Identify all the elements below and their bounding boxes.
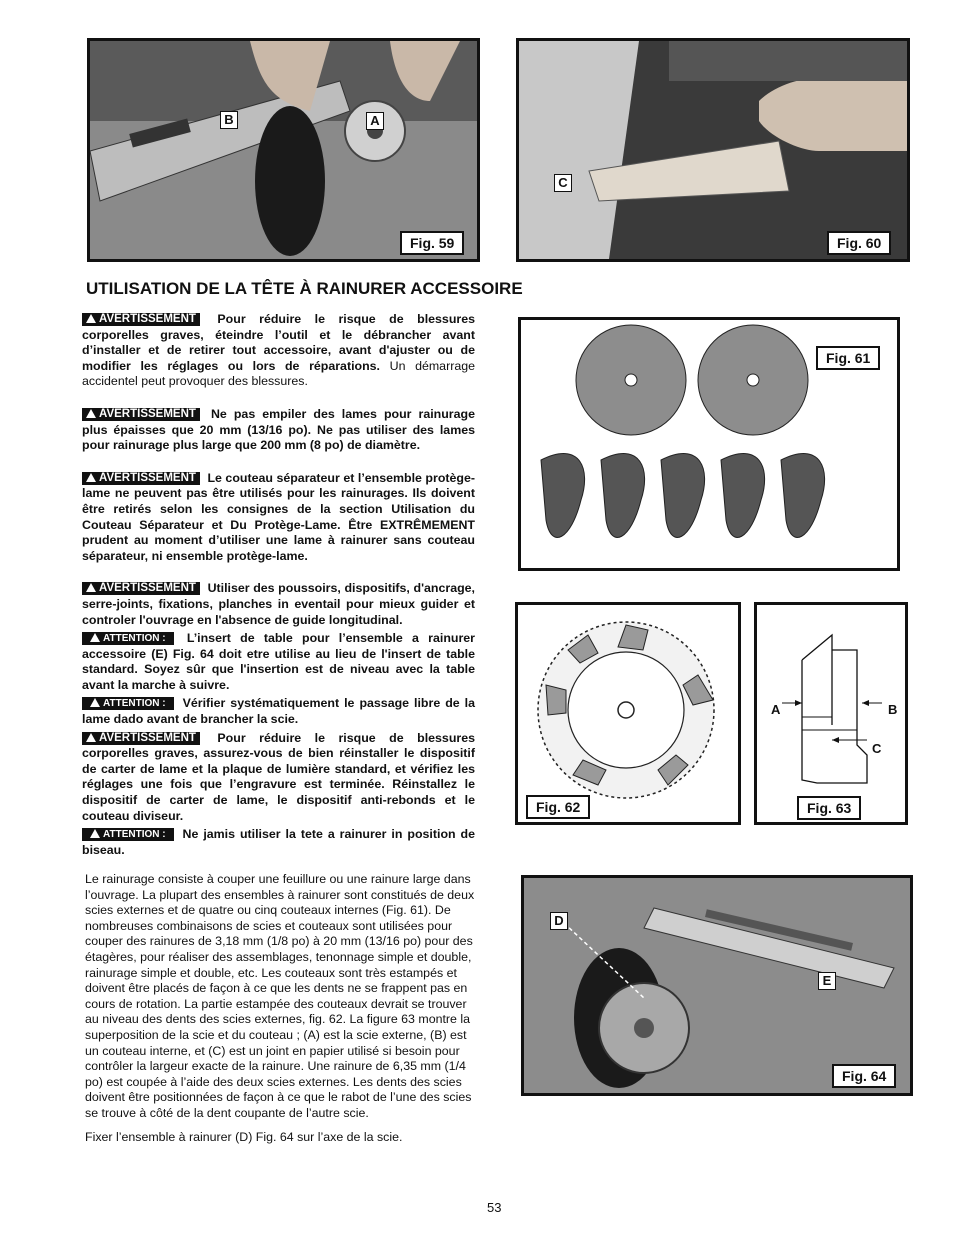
warning-badge: AVERTISSEMENT	[82, 732, 200, 745]
fig63-letter-c: C	[872, 741, 882, 756]
fig62-illustration	[518, 605, 738, 822]
warning-badge: AVERTISSEMENT	[82, 408, 200, 421]
fig64-label: Fig. 64	[832, 1064, 896, 1088]
fig59-illustration	[90, 41, 477, 259]
warning-badge: AVERTISSEMENT	[82, 313, 200, 326]
fig59-letter-a: A	[366, 112, 384, 130]
fig60-label: Fig. 60	[827, 231, 891, 255]
warning-5: AVERTISSEMENT Pour réduire le risque de blessures corporelles graves, assurez-vous de bien réinstaller le dispositif de carter de lame et la plaque de lumière standard, et vérifiez les réglages une fois que l’engravure est terminée. Réinstallez le dispositif de carter de lame, le dispositif anti-rebonds et le couteau diviseur.	[82, 730, 475, 823]
fig60-letter-c: C	[554, 174, 572, 192]
fig63-label: Fig. 63	[797, 796, 861, 820]
fig64-letter-e: E	[818, 972, 836, 990]
attention-badge: ATTENTION :	[82, 632, 174, 645]
attention-2: ATTENTION : Vérifier systématiquement le passage libre de la lame dado avant de brancher la scie.	[82, 696, 476, 727]
figure-60-photo	[516, 38, 910, 262]
warnings-column	[82, 312, 475, 861]
fig64-illustration	[524, 878, 910, 1093]
fig59-letter-b: B	[220, 111, 238, 129]
fig63-letter-b: B	[888, 702, 898, 717]
figure-59-photo	[87, 38, 480, 262]
warning-1: AVERTISSEMENT Pour réduire le risque de blessures corporelles graves, éteindre l’outil et le débrancher avant d’installer et de retirer tout accessoire, avant d'ajuster ou de modifier les réglages ou lors de réparations. Un démarrage accidentel peut provoquer des blessures.	[82, 312, 475, 389]
fig59-label: Fig. 59	[400, 231, 464, 255]
fig60-illustration	[519, 41, 907, 259]
figure-64-photo	[521, 875, 913, 1096]
figure-62	[515, 602, 741, 825]
warning-badge: AVERTISSEMENT	[82, 472, 200, 485]
attention-badge: ATTENTION :	[82, 828, 174, 841]
fig63-letter-a: A	[771, 702, 781, 717]
body-paragraph: Le rainurage consiste à couper une feuillure ou une rainure large dans l’ouvrage. La plupart des ensembles à rainurer sont constitués de deux scies externes et de quatre ou cinq couteaux internes (Fig. 61). De nombreuses combinaisons de scies et couteaux sont utilisées pour couper des rainures de 3,18 mm (1/8 po) à 20 mm (13/16 po) pour des étagères, pour réaliser des assemblages, tenonnage simple et double, rainurage simple et double, etc. Les couteaux sont très estampés et doivent être placés de façon à ce que les dents ne se frappent pas en cours de rotation. La partie estampée des couteaux devrait se trouver au niveau des dents des scies externes, fig. 62. La figure 63 montre la superposition de la scie et du couteau ; (A) est la scie externe, (B) est un couteau interne, et (C) est un joint en papier utilisé si besoin pour contrôler la largeur exacte de la rainure. Une rainure de 6,35 mm (1/4 po) est coupée à l’aide des deux scies externes. Les dents des scies doivent être positionnées de façon à ce que le rabot de l’une des scies se trouve à côté de la dent coupante de l’autre scie.	[85, 872, 475, 1120]
warning-badge: AVERTISSEMENT	[82, 582, 200, 595]
fig61-label: Fig. 61	[816, 346, 880, 370]
attention-3: ATTENTION : Ne jamis utiliser la tete a rainurer in position de biseau.	[82, 827, 475, 857]
fig62-label: Fig. 62	[526, 795, 590, 819]
attention-1: ATTENTION : L’insert de table pour l’ensemble a rainurer accessoire (E) Fig. 64 doit etre utilise au lieu de l'insert de table standard. Soyez sûr que l'insertion est de niveau avec la table avant la marche à suivre.	[82, 631, 475, 692]
warning-2: AVERTISSEMENT Ne pas empiler des lames pour rainurage plus épaisses que 20 mm (13/16 po). Ne pas utiliser des lames pour rainurage plus large que 200 mm (8 po) de diamètre.	[82, 406, 475, 453]
warning-1-plain: Un démarrage accidentel peut provoquer des blessures.	[82, 358, 475, 389]
page-number: 53	[487, 1200, 502, 1215]
attention-badge: ATTENTION :	[82, 697, 174, 710]
warning-3: AVERTISSEMENT Le couteau séparateur et l’ensemble protège-lame ne peuvent pas être utilisés pour les rainurages. Ils doivent être retirés selon les consignes de la section Utilisation du Couteau Séparateur et Du Protège-Lame. Être EXTRÊMEMENT prudent au moment d’utiliser une lame à rainurer sans couteau séparateur, ni ensemble protège-lame.	[82, 470, 475, 563]
section-heading: UTILISATION DE LA TÊTE À RAINURER ACCESSOIRE	[86, 279, 523, 298]
fig64-letter-d: D	[550, 912, 568, 930]
figure-61	[518, 317, 900, 571]
warning-4: AVERTISSEMENT Utiliser des poussoirs, dispositifs, d'ancrage, serre-joints, fixations, planches in eventail pour mieux guider et controler l'ouvrage en l'absence de guide longitudinal.	[82, 581, 475, 627]
body-paragraph-2: Fixer l’ensemble à rainurer (D) Fig. 64 sur l’axe de la scie.	[85, 1129, 403, 1144]
body-text-block	[85, 872, 477, 1145]
figure-63	[754, 602, 908, 825]
